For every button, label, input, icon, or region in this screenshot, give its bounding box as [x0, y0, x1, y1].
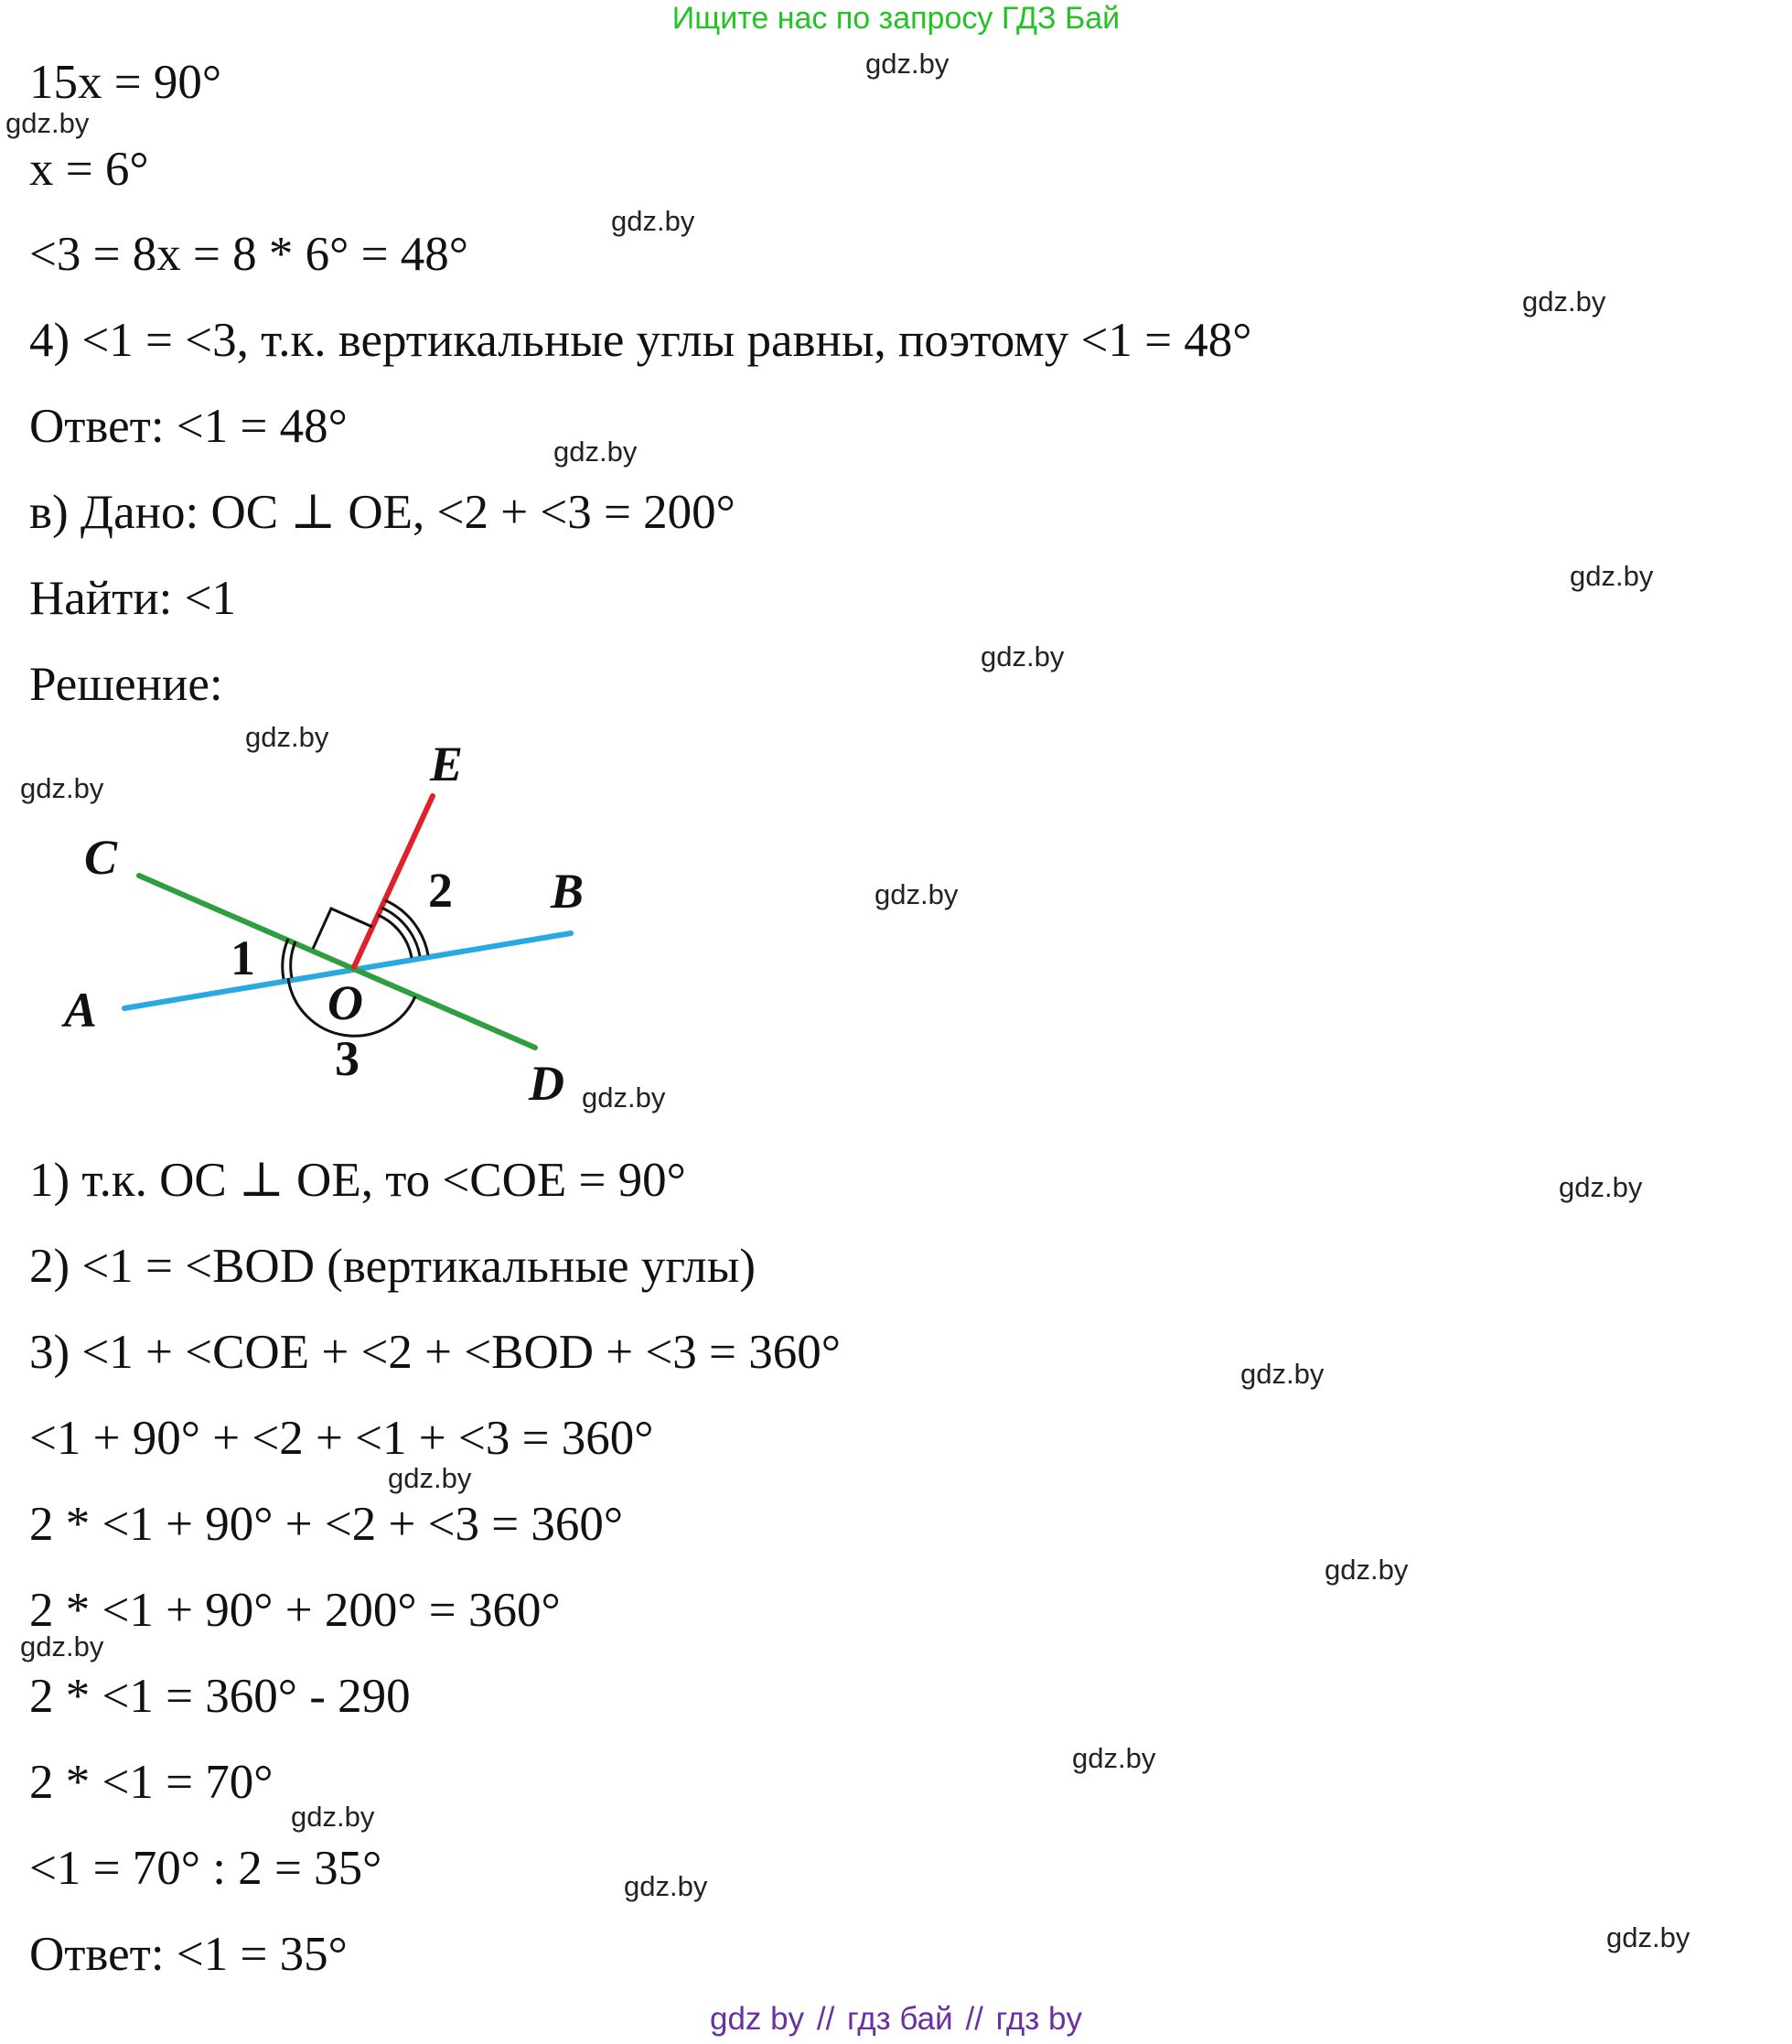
text-line: 3) <1 + <COE + <2 + <BOD + <3 = 360°	[29, 1326, 841, 1379]
watermark: gdz.by	[291, 1801, 375, 1833]
text-line: x = 6°	[29, 143, 149, 196]
point-label-d: D	[529, 1056, 564, 1111]
text-line: <1 + 90° + <2 + <1 + <3 = 360°	[29, 1412, 654, 1465]
angle-label-2: 2	[428, 863, 453, 918]
watermark: gdz.by	[20, 1630, 104, 1662]
watermark: gdz.by	[875, 878, 959, 910]
watermark: gdz.by	[1559, 1171, 1643, 1203]
angle-label-3: 3	[335, 1031, 359, 1086]
watermark: gdz.by	[245, 721, 329, 753]
text-line: 2 * <1 + 90° + <2 + <3 = 360°	[29, 1498, 624, 1551]
point-label-c: C	[84, 830, 118, 885]
point-label-b: B	[551, 864, 585, 919]
top-banner: Ищите нас по запросу ГДЗ Бай	[671, 1, 1121, 36]
text-line: <1 = 70° : 2 = 35°	[29, 1842, 382, 1895]
footer-link[interactable]: gdz by	[710, 2001, 805, 2037]
text-line: Найти: <1	[29, 572, 237, 625]
footer-link[interactable]: гдз бай	[847, 2001, 953, 2037]
angle-1-arc	[283, 939, 288, 979]
text-line: Решение:	[29, 658, 223, 711]
angle-1-arc	[291, 941, 295, 978]
text-line: 2) <1 = <BOD (вертикальные углы)	[29, 1240, 756, 1293]
text-line: 4) <1 = <3, т.к. вертикальные углы равны, поэтому <1 = 48°	[29, 314, 1252, 367]
footer-link[interactable]: гдз by	[995, 2001, 1082, 2037]
text-line: Ответ: <1 = 48°	[29, 400, 348, 453]
text-line: 1) т.к. OC ⊥ OE, то <COE = 90°	[29, 1154, 686, 1207]
watermark: gdz.by	[611, 205, 695, 237]
watermark: gdz.by	[582, 1081, 666, 1113]
watermark: gdz.by	[624, 1870, 708, 1902]
watermark: gdz.by	[20, 772, 104, 804]
text-line: 15x = 90°	[29, 56, 222, 109]
watermark: gdz.by	[865, 48, 950, 80]
watermark: gdz.by	[1325, 1554, 1409, 1586]
footer-links	[0, 2000, 1792, 2039]
ray-oe	[354, 796, 433, 967]
text-line: Ответ: <1 = 35°	[29, 1928, 348, 1981]
footer-separator: //	[965, 2001, 983, 2037]
text-line: 2 * <1 = 70°	[29, 1756, 274, 1809]
angle-label-1: 1	[231, 931, 255, 985]
footer-separator: //	[816, 2001, 835, 2037]
point-label-e: E	[430, 737, 464, 791]
geometry-diagram	[37, 727, 677, 1130]
watermark: gdz.by	[1240, 1358, 1325, 1390]
point-label-o: O	[327, 975, 363, 1030]
watermark: gdz.by	[388, 1462, 472, 1494]
watermark: gdz.by	[553, 436, 638, 468]
watermark: gdz.by	[1522, 285, 1606, 317]
watermark: gdz.by	[1570, 560, 1654, 592]
watermark: gdz.by	[1072, 1742, 1156, 1774]
watermark: gdz.by	[5, 107, 90, 139]
angle-2-arc	[378, 915, 412, 958]
text-line: <3 = 8x = 8 * 6° = 48°	[29, 228, 468, 281]
text-line: в) Дано: OC ⊥ OE, <2 + <3 = 200°	[29, 486, 735, 539]
text-line: 2 * <1 + 90° + 200° = 360°	[29, 1584, 561, 1637]
watermark: gdz.by	[1606, 1921, 1690, 1953]
text-line: 2 * <1 = 360° - 290	[29, 1670, 411, 1723]
watermark: gdz.by	[981, 640, 1065, 672]
point-label-a: A	[64, 983, 98, 1038]
